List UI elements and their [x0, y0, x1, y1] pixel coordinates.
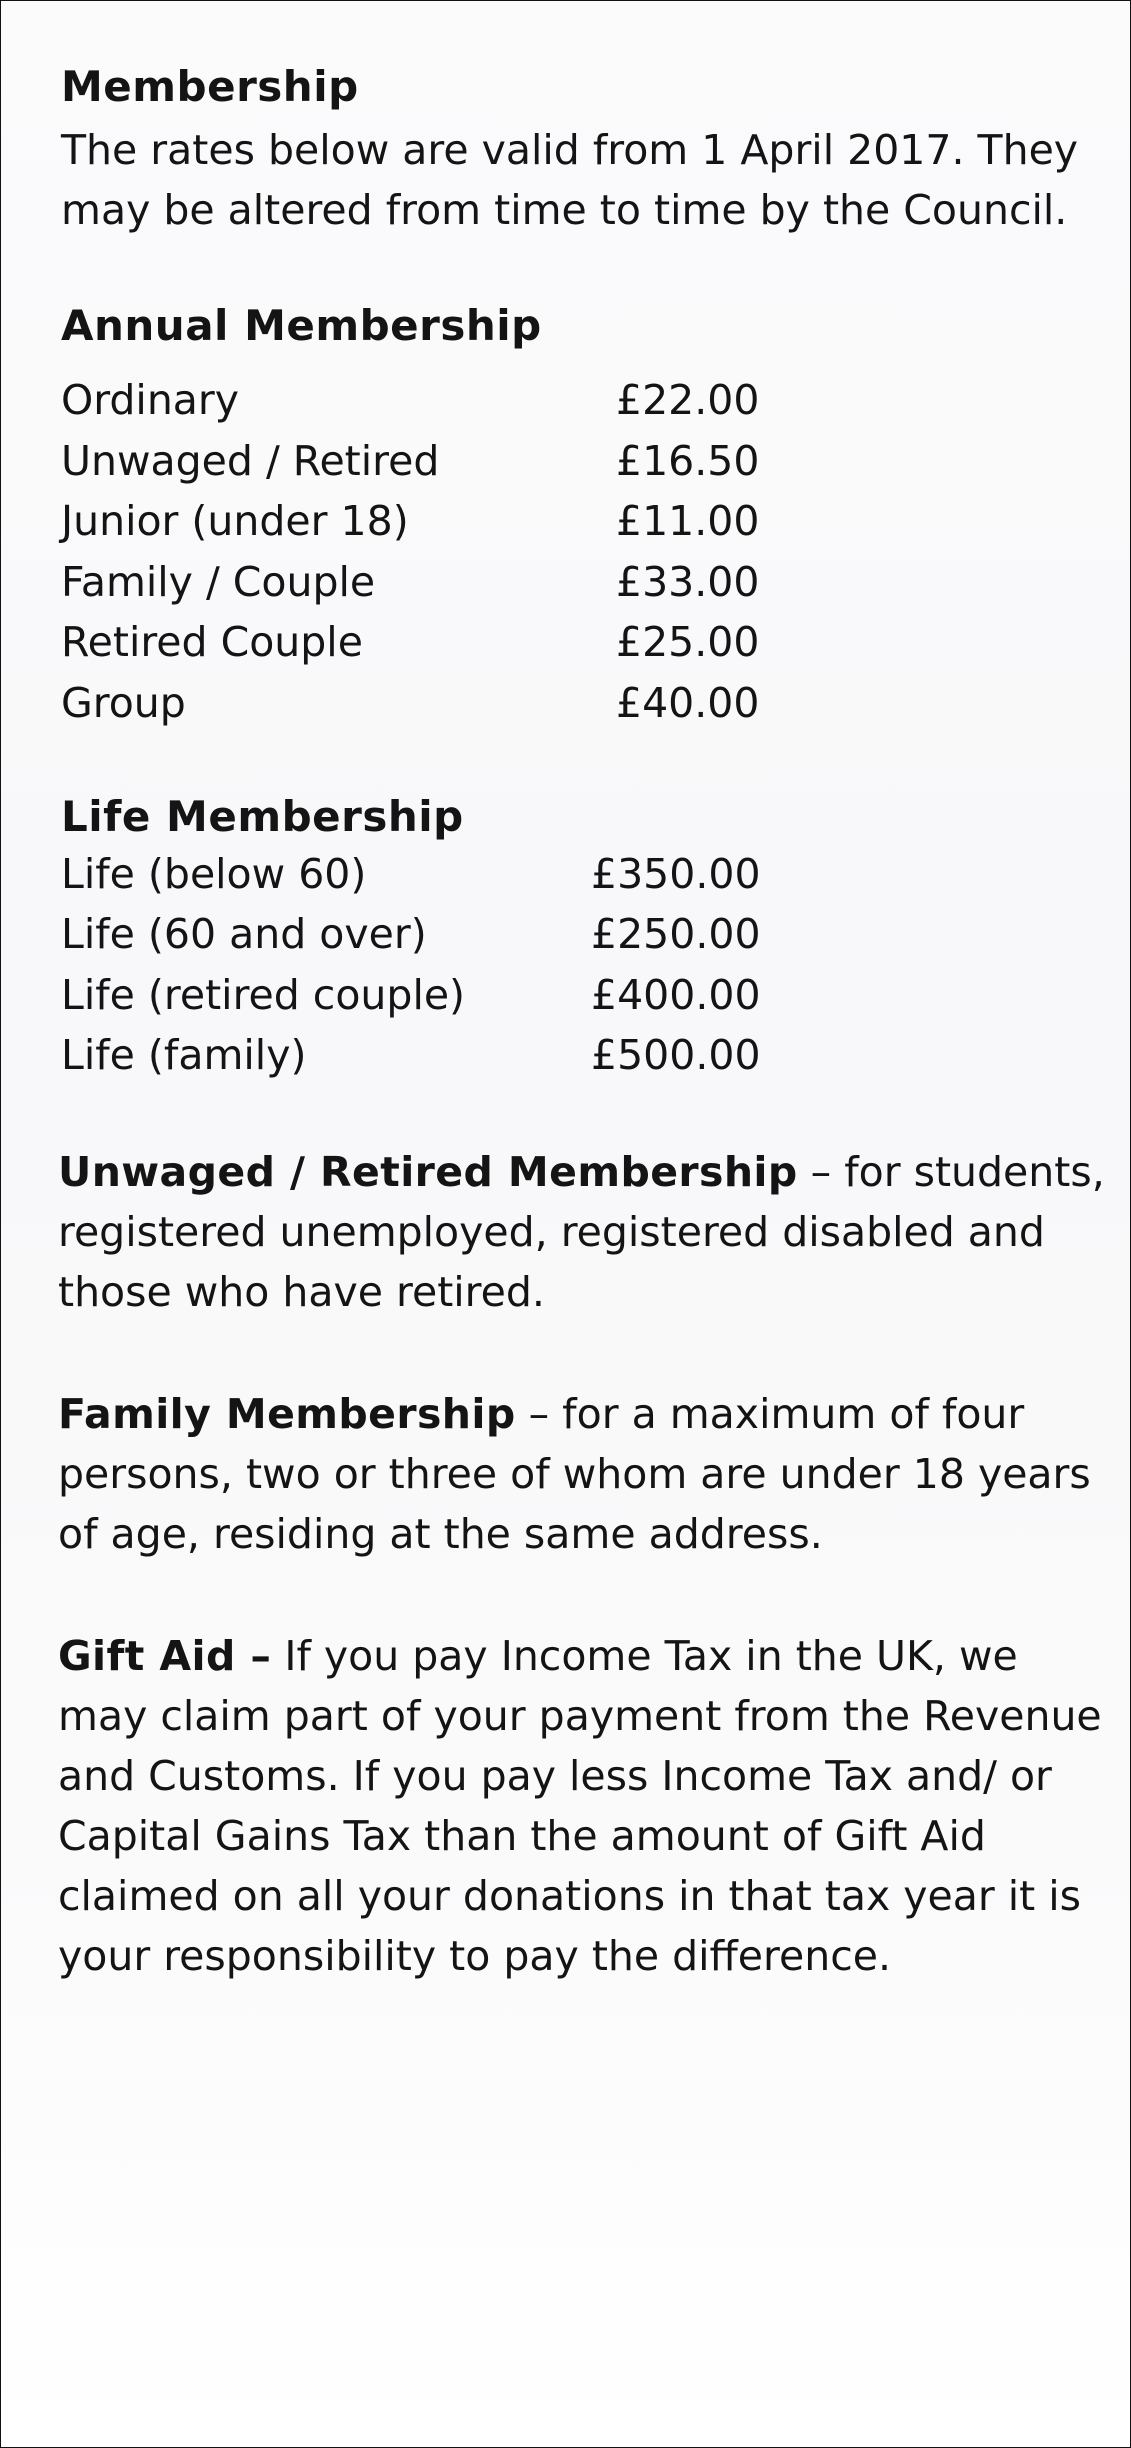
rate-price: £25.00 — [616, 618, 760, 667]
rate-row — [61, 491, 1111, 552]
membership-heading: Membership — [61, 62, 359, 111]
annual-membership-section — [61, 300, 1111, 734]
unwaged-text: – for students, registered unemployed, registered disabled and those who have retired. — [58, 1147, 1105, 1316]
rate-price: £40.00 — [616, 678, 760, 727]
rate-label: Group — [61, 678, 186, 727]
rate-row — [61, 1025, 1111, 1086]
family-paragraph — [58, 1384, 1111, 1564]
rate-price: £22.00 — [616, 376, 760, 425]
rate-label: Junior (under 18) — [61, 497, 409, 546]
rate-price: £350.00 — [591, 849, 761, 898]
rate-row — [61, 552, 1111, 613]
rate-label: Ordinary — [61, 376, 240, 425]
gift-aid-lead: Gift Aid – — [58, 1631, 272, 1680]
rate-label: Life (60 and over) — [61, 910, 427, 959]
membership-intro: The rates below are valid from 1 April 2017. They may be altered from time to time by the Council. — [61, 125, 1079, 234]
rate-label: Unwaged / Retired — [61, 436, 440, 485]
life-membership-section — [61, 791, 1111, 1086]
rate-label: Family / Couple — [61, 557, 376, 606]
unwaged-lead: Unwaged / Retired Membership — [58, 1147, 798, 1196]
life-membership-heading: Life Membership — [61, 792, 464, 841]
unwaged-paragraph — [58, 1142, 1111, 1322]
rate-row — [61, 612, 1111, 673]
unwaged-membership-note — [58, 1142, 1111, 1322]
rate-price: £500.00 — [591, 1031, 761, 1080]
rate-price: £33.00 — [616, 557, 760, 606]
rate-label: Life (below 60) — [61, 849, 367, 898]
rate-price: £400.00 — [591, 970, 761, 1019]
family-text: – for a maximum of four persons, two or three of whom are under 18 years of age, residing at the same address. — [58, 1389, 1091, 1558]
rate-row — [61, 904, 1111, 965]
gift-aid-note — [58, 1626, 1111, 1986]
rate-row — [61, 965, 1111, 1026]
rate-price: £11.00 — [616, 497, 760, 546]
rate-row — [61, 844, 1111, 905]
family-membership-note — [58, 1384, 1111, 1564]
rate-label: Life (retired couple) — [61, 970, 466, 1019]
rate-row — [61, 673, 1111, 734]
annual-rates-table — [61, 370, 1111, 733]
gift-aid-paragraph — [58, 1626, 1111, 1986]
rate-price: £250.00 — [591, 910, 761, 959]
rate-label: Retired Couple — [61, 618, 363, 667]
rate-label: Life (family) — [61, 1031, 307, 1080]
annual-membership-heading: Annual Membership — [61, 300, 542, 350]
life-rates-table — [61, 844, 1111, 1086]
rate-row — [61, 370, 1111, 431]
rate-price: £16.50 — [616, 436, 760, 485]
gift-aid-text: If you pay Income Tax in the UK, we may claim part of your payment from the Revenue and Customs. If you pay less Income Tax and/ or Capital Gains Tax than the amount of Gift Aid claimed on all your donations in that tax year it is your responsibility to pay the difference. — [58, 1631, 1102, 1980]
membership-content — [58, 61, 1111, 1986]
family-lead: Family Membership — [58, 1389, 516, 1438]
rate-row — [61, 431, 1111, 492]
